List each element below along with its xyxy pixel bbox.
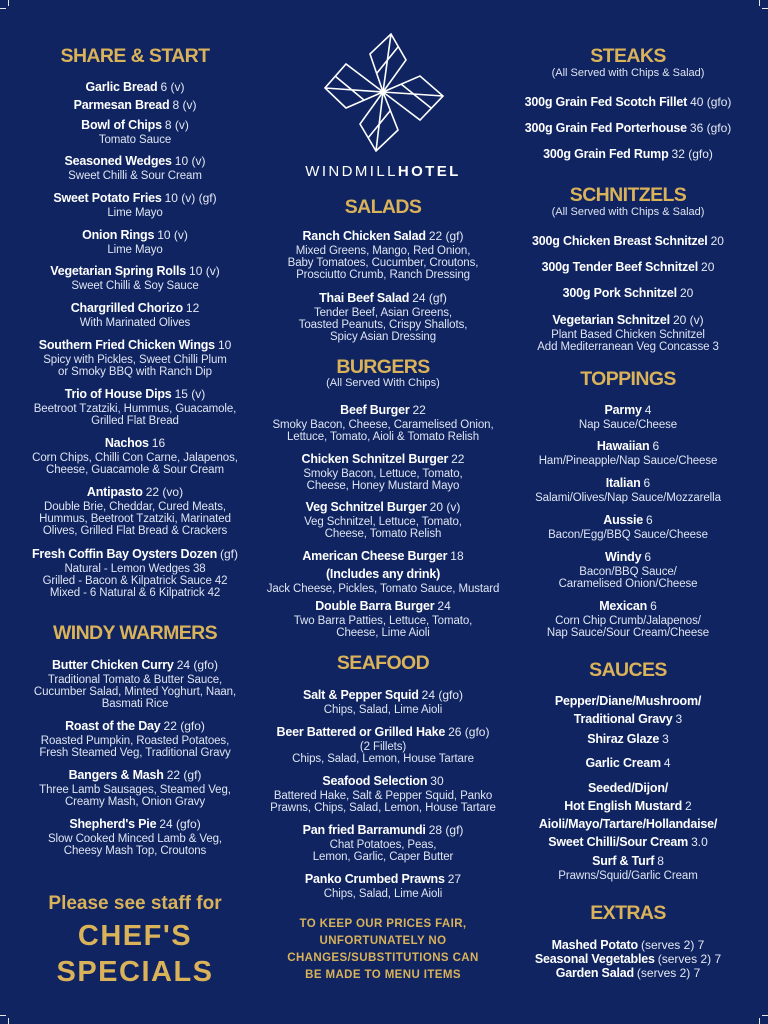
menu-item [12,299,258,329]
item-desc: Mixed Greens, Mango, Red Onion, Baby Tomatoes, Cucumber, Croutons, Prosciutto Crumb, Ranch Dressing [287,245,479,281]
item-name: Vegetarian Schnitzel [552,313,670,327]
item-price: 16 [151,436,166,450]
item-name: Southern Fried Chicken Wings [38,338,215,352]
item-name: Chargrilled Chorizo [70,301,183,315]
section-title-schnitzels: SCHNITZELS [569,184,687,206]
section-title-salads: SALADS [344,196,422,218]
item-name: Surf & Turf [592,854,655,868]
item-desc: With Marinated Olives [79,317,191,329]
item-name-cont: Sweet Chilli/Sour Cream [548,835,689,849]
menu-item [508,852,748,882]
item-price: 22 [412,403,426,417]
item-price: 24 (gfo) [421,688,464,702]
item-price: 4 [663,756,671,770]
menu-item [12,262,258,292]
item-desc: Tender Beef, Asian Greens, Toasted Peanuts, Crispy Shallots, Spicy Asian Dressing [298,307,468,343]
item-desc: Veg Schnitzel, Lettuce, Tomato, Cheese, Tomato Relish [304,516,462,540]
item-name: Pan fried Barramundi [302,823,426,837]
crop-mark [8,0,9,6]
menu-item [258,289,508,343]
item-price: 10 (v) [189,264,220,278]
crop-mark [762,8,768,9]
item-desc: Plant Based Chicken Schnitzel Add Mediterranean Veg Concasse 3 [537,329,719,353]
menu-item [12,483,258,537]
item-price: 24 (gfo) [176,658,219,672]
item-name: Trio of House Dips [64,387,172,401]
item-price: 20 [679,286,694,300]
item-price: 26 (gfo) [448,725,490,739]
item-name: Shepherd's Pie [69,817,157,831]
item-name: Bangers & Mash [68,768,164,782]
promo-line: Please see staff for [48,893,222,914]
item-price: 6 [643,476,651,490]
item-name: 300g Tender Beef Schnitzel [541,260,699,274]
crop-mark [0,8,6,9]
item-price: 10 (v) (gf) [164,191,217,205]
section-note: (All Served with Chips & Salad) [551,206,705,218]
item-desc: Nap Sauce/Cheese [578,419,678,431]
item-price: (serves 2) 7 [640,938,705,952]
item-desc: Chips, Salad, Lime Aioli [323,704,443,716]
menu-item [508,258,748,276]
item-desc: Beetroot Tzatziki, Hummus, Guacamole, Grilled Flat Bread [33,403,237,427]
item-name: 300g Grain Fed Scotch Fillet [524,95,688,109]
menu-item [508,754,748,772]
item-desc: Traditional Tomato & Butter Sauce, Cucumber Salad, Minted Yoghurt, Naan, Basmati Rice [33,674,237,710]
item-price: 20 (v) [429,500,461,514]
item-desc: Corn Chips, Chilli Con Carne, Jalapenos, Cheese, Guacamole & Sour Cream [32,452,238,476]
item-name: Parmy [604,403,642,417]
item-desc: Prawns/Squid/Garlic Cream [558,870,698,882]
item-name: Ranch Chicken Salad [302,229,426,243]
item-name: Parmesan Bread [73,98,170,112]
item-name: 300g Pork Schnitzel [562,286,677,300]
item-name: Mexican [599,599,648,613]
item-price: 6 [644,550,652,564]
item-desc: Smoky Bacon, Cheese, Caramelised Onion, Lettuce, Tomato, Aioli & Tomato Relish [272,419,494,443]
menu-item [508,232,748,250]
menu-item [258,450,508,492]
item-name: Beef Burger [340,403,410,417]
item-price: (serves 2) 7 [636,966,701,980]
item-price: 32 (gfo) [671,147,713,161]
crop-mark [759,1018,760,1024]
section-title-share-start: SHARE & START [60,45,210,67]
item-price: 3 [675,712,683,726]
item-desc: Ham/Pineapple/Nap Sauce/Cheese [538,455,718,467]
menu-item [508,93,748,111]
item-name: Seasonal Vegetables [534,952,655,966]
brand-name-part2: HOTEL [397,163,461,180]
item-desc: Sweet Chilli & Sour Cream [68,170,202,182]
menu-item [508,964,748,982]
item-price: 27 [447,872,462,886]
item-price: 36 (gfo) [689,121,732,135]
item-name-cont: Traditional Gravy [573,712,673,726]
item-price: 24 (gfo) [159,817,201,831]
item-price: 6 (v) [160,80,185,94]
menu-item [508,692,748,728]
item-price: 28 (gf) [428,823,464,837]
item-desc: Corn Chip Crumb/Jalapenos/ Nap Sauce/Sour Cream/Cheese [546,615,710,639]
menu-item [508,779,748,815]
item-desc: Spicy with Pickles, Sweet Chilli Plum or Smoky BBQ with Ranch Dip [43,354,227,378]
promo-specials: SPECIALS [56,956,214,988]
item-name: Seafood Selection [322,774,428,788]
item-price: 8 (v) [172,98,197,112]
menu-item [12,189,258,219]
menu-item [12,152,258,182]
crop-mark [0,1015,6,1016]
item-desc: Three Lamb Sausages, Steamed Veg, Creamy Mash, Onion Gravy [39,784,231,808]
windmill-icon [258,30,508,155]
menu-item [508,119,748,137]
item-desc: Natural - Lemon Wedges 38 Grilled - Bacon & Kilpatrick Sauce 42 Mixed - 6 Natural & 6 Kilpatrick 42 [42,563,228,599]
menu-item [258,547,508,595]
item-name: Sweet Potato Fries [53,191,162,205]
menu-item [12,656,258,710]
item-price: 22 (gf) [166,768,202,782]
item-price: 8 [657,854,664,868]
item-name: Nachos [104,436,149,450]
item-price: 8 (v) [164,118,189,132]
item-name: Garlic Cream [585,756,661,770]
menu-item [508,511,748,541]
item-desc: Salami/Olives/Nap Sauce/Mozzarella [535,492,721,504]
section-note: (All Served With Chips) [326,377,440,389]
crop-mark [762,1015,768,1016]
menu-item [12,116,258,146]
item-price: 4 [644,403,652,417]
menu-item [258,498,508,540]
item-name: Panko Crumbed Prawns [304,872,445,886]
menu-item [12,766,258,808]
item-price: 20 (v) [672,313,704,327]
item-name-cont: Hot English Mustard [564,799,683,813]
item-price: 24 (gf) [412,291,447,305]
item-name: 300g Grain Fed Rump [543,147,669,161]
section-title-seafood: SEAFOOD [336,652,430,674]
menu-item [12,385,258,427]
item-name: American Cheese Burger [302,549,448,563]
menu-item [12,226,258,256]
item-name: Italian [605,476,641,490]
item-name: Fresh Coffin Bay Oysters Dozen [31,547,218,561]
item-price: 6 [652,439,660,453]
menu-item [508,597,748,639]
menu-item [12,717,258,759]
section-title-burgers: BURGERS [336,356,430,378]
promo-chefs: CHEF'S [77,920,193,952]
item-desc: Two Barra Patties, Lettuce, Tomato, Cheese, Lime Aioli [293,615,473,639]
menu-item [508,145,748,163]
menu-item [258,772,508,814]
item-name: Aussie [603,513,644,527]
item-desc: Bacon/Egg/BBQ Sauce/Cheese [548,529,708,541]
menu-item [508,401,748,431]
item-name: Chicken Schnitzel Burger [301,452,449,466]
left-column [12,0,258,1024]
brand-wordmark [258,163,508,180]
item-name: Salt & Pepper Squid [302,688,419,702]
item-desc: Jack Cheese, Pickles, Tomato Sauce, Mustard [266,583,500,595]
item-desc: Roasted Pumpkin, Roasted Potatoes, Fresh Steamed Veg, Traditional Gravy [39,735,231,759]
section-title-toppings: TOPPINGS [580,368,676,390]
menu-item [258,597,508,639]
item-price: 40 (gfo) [690,95,732,109]
menu-item [12,336,258,378]
item-name: Garlic Bread [85,80,158,94]
item-name: 300g Grain Fed Porterhouse [524,121,687,135]
item-desc: (2 Fillets) Chips, Salad, Lemon, House Tartare [292,741,474,765]
menu-item [258,870,508,900]
item-price: 22 (vo) [145,485,184,499]
item-desc: Chat Potatoes, Peas, Lemon, Garlic, Caper Butter [312,839,454,863]
menu-item [258,821,508,863]
item-price: 2 [685,799,692,813]
item-name: 300g Chicken Breast Schnitzel [532,234,708,248]
menu-item [508,437,748,467]
item-desc: Lime Mayo [107,207,163,219]
item-name: Bowl of Chips [81,118,162,132]
item-name: Roast of the Day [65,719,161,733]
menu-item [258,401,508,443]
item-name: Veg Schnitzel Burger [305,500,427,514]
section-title-extras: EXTRAS [590,902,666,924]
item-price: 22 (gfo) [163,719,205,733]
item-desc: Chips, Salad, Lime Aioli [323,888,443,900]
item-desc: Smoky Bacon, Lettuce, Tomato, Cheese, Honey Mustard Mayo [303,468,463,492]
item-name: Aioli/Mayo/Tartare/Hollandaise/ [538,817,718,831]
item-name: Butter Chicken Curry [51,658,174,672]
item-desc: Tomato Sauce [98,134,172,146]
menu-item [12,545,258,599]
item-name: Hawaiian [596,439,650,453]
item-price: (gf) [220,547,239,561]
menu-item [12,815,258,857]
item-name: Double Barra Burger [315,599,435,613]
item-desc: Double Brie, Cheddar, Cured Meats, Hummus, Beetroot Tzatziki, Marinated Olives, Grilled Flat Bread & Crackers [39,501,231,537]
item-name: Beer Battered or Grilled Hake [276,725,446,739]
crop-mark [8,1018,9,1024]
menu-item [508,730,748,748]
item-price: 10 (v) [174,154,206,168]
pricing-notice: TO KEEP OUR PRICES FAIR, UNFORTUNATELY NO CHANGES/SUBSTITUTIONS CAN BE MADE TO MENU ITEMS [287,918,479,981]
item-name: Shiraz Glaze [587,732,660,746]
item-name: Pepper/Diane/Mushroom/ [554,694,702,708]
menu-item [508,311,748,353]
section-title-sauces: SAUCES [589,659,667,681]
windmill-logo [258,30,508,160]
item-name: Seeded/Dijon/ [587,781,669,795]
item-price: 6 [650,599,657,613]
item-desc: Sweet Chilli & Soy Sauce [71,280,199,292]
menu-item [12,434,258,476]
section-title-windy-warmers: WINDY WARMERS [52,622,218,644]
section-title-steaks: STEAKS [590,45,666,67]
menu-item [258,686,508,716]
brand-name-part1: WINDMILL [305,163,398,180]
menu-item [258,723,508,765]
menu-item [508,474,748,504]
right-column [508,0,748,1024]
item-price: 22 [451,452,465,466]
item-price: 20 [701,260,715,274]
item-name: Thai Beef Salad [319,291,410,305]
item-name: Onion Rings [82,228,155,242]
item-price: 3 [662,732,669,746]
item-price: 10 (v) [157,228,188,242]
menu-item [12,78,258,114]
menu-item [508,548,748,590]
item-name: Antipasto [86,485,143,499]
item-price: 30 [430,774,444,788]
item-name: Windy [604,550,642,564]
item-desc: Lime Mayo [107,244,163,256]
item-price: 3.0 [691,835,708,849]
item-price: 20 [710,234,724,248]
item-price: 10 [217,338,232,352]
section-note: (All Served with Chips & Salad) [551,67,705,79]
menu-item [258,227,508,281]
item-name: Vegetarian Spring Rolls [50,264,187,278]
item-desc: Bacon/BBQ Sauce/ Caramelised Onion/Cheese [558,566,698,590]
item-price: 22 (gf) [428,229,464,243]
item-desc: Slow Cooked Minced Lamb & Veg, Cheesy Mash Top, Croutons [47,833,223,857]
item-price: 15 (v) [174,387,206,401]
item-price: (serves 2) 7 [657,952,722,966]
item-price: 18 [450,549,464,563]
item-name: Mashed Potato [551,938,638,952]
item-price: 24 [437,599,451,613]
menu-item [508,815,748,851]
item-name: Seasoned Wedges [64,154,172,168]
item-price: 12 [185,301,200,315]
crop-mark [759,0,760,6]
item-price: 6 [646,513,653,527]
item-desc: Battered Hake, Salt & Pepper Squid, Panko Prawns, Chips, Salad, Lemon, House Tartare [270,790,496,814]
middle-column [258,0,508,1024]
menu-item [508,284,748,302]
item-name: Garden Salad [555,966,634,980]
item-name-note: (Includes any drink) [325,567,441,581]
